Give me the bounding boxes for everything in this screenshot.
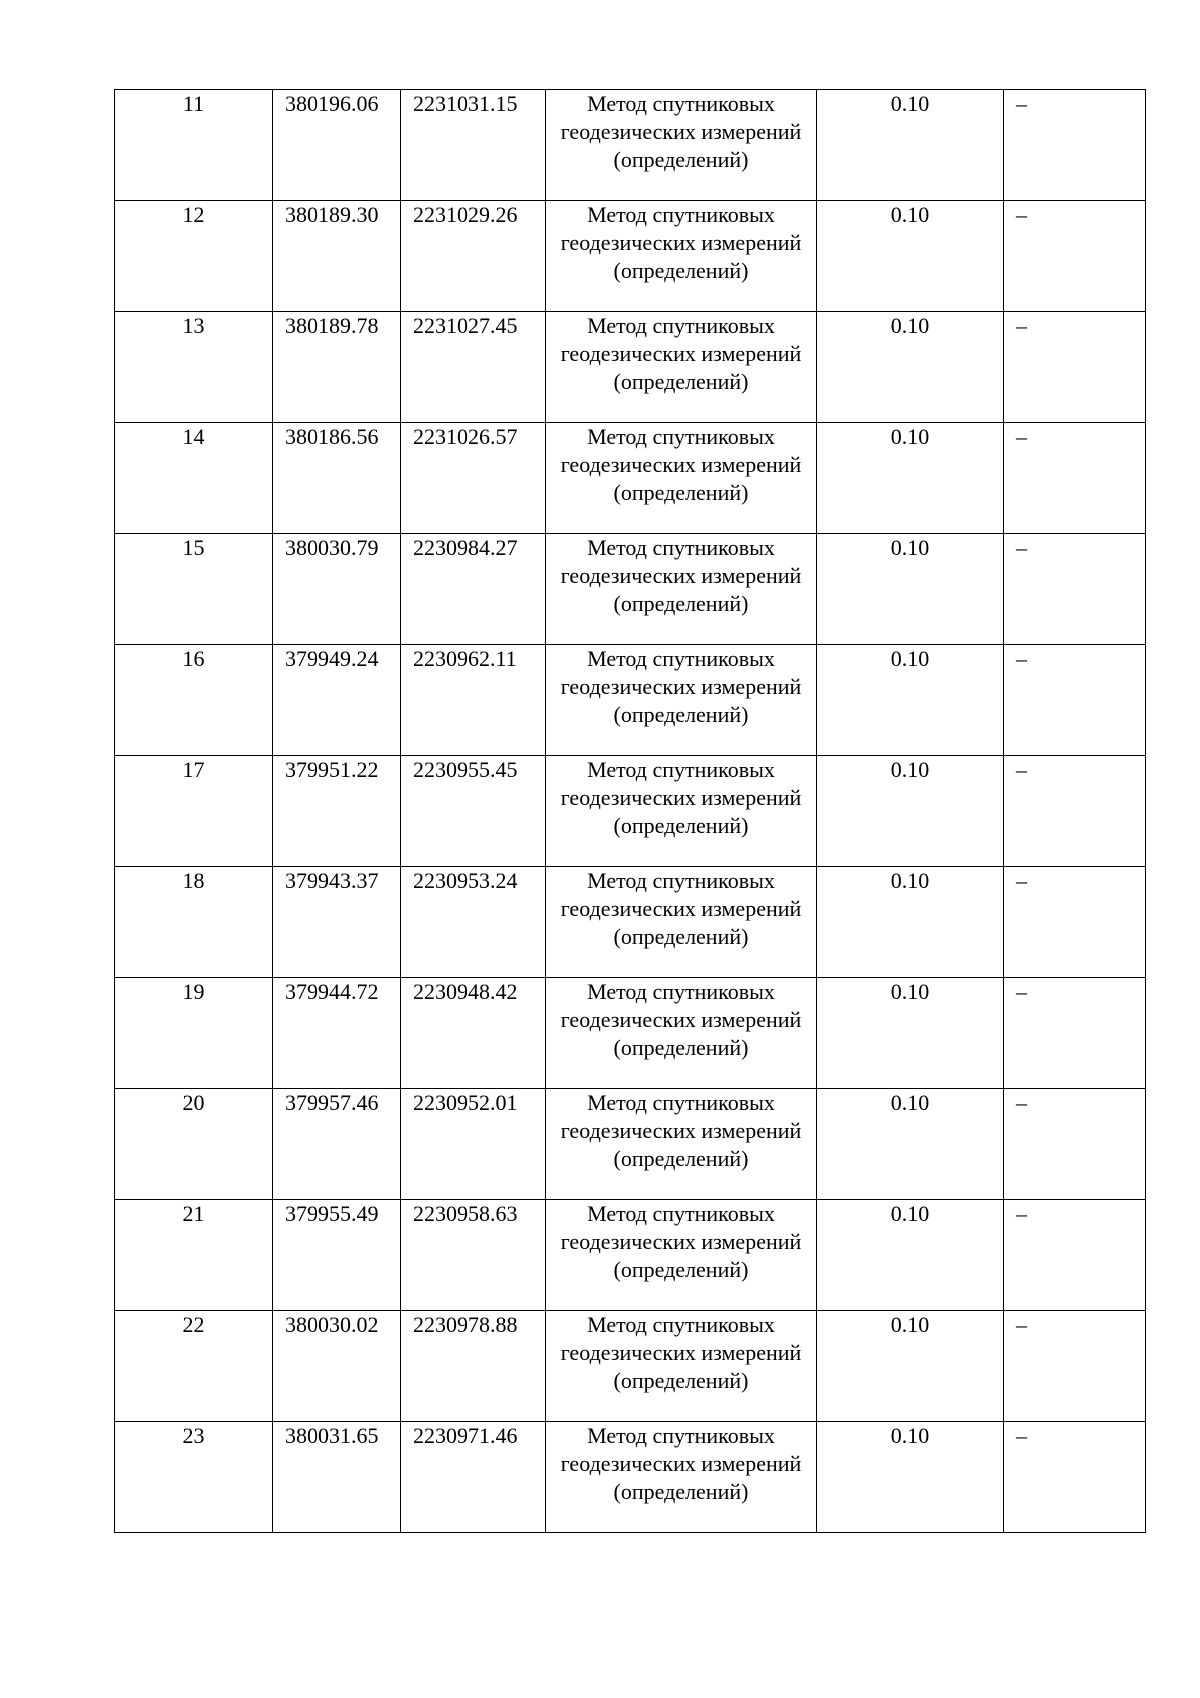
x-coordinate-cell: [273, 312, 401, 423]
accuracy-cell: [817, 978, 1004, 1089]
table-row: [115, 201, 1146, 312]
y-coordinate-cell: [401, 534, 546, 645]
accuracy-cell: [817, 201, 1004, 312]
x-coordinate-text: 379951.22: [285, 757, 379, 782]
table-body: [115, 90, 1146, 1533]
point-number-cell: [115, 423, 273, 534]
accuracy-text: 0.10: [890, 1090, 930, 1115]
x-coordinate-cell: [273, 1200, 401, 1311]
x-coordinate-cell: [273, 1311, 401, 1422]
x-coordinate-text: 379955.49: [285, 1201, 379, 1226]
method-text: Метод спутниковых геодезических измерений (определений): [560, 1423, 802, 1504]
accuracy-text: 0.10: [890, 1201, 930, 1226]
accuracy-text: 0.10: [890, 868, 930, 893]
method-cell: [546, 1311, 817, 1422]
accuracy-cell: [817, 867, 1004, 978]
accuracy-cell: [817, 1200, 1004, 1311]
description-text: –: [1016, 535, 1027, 560]
point-number-text: 11: [182, 91, 205, 116]
accuracy-text: 0.10: [890, 1312, 930, 1337]
y-coordinate-cell: [401, 312, 546, 423]
point-number-cell: [115, 201, 273, 312]
accuracy-text: 0.10: [890, 535, 930, 560]
y-coordinate-text: 2230948.42: [413, 979, 518, 1004]
description-cell: [1004, 201, 1146, 312]
x-coordinate-text: 379943.37: [285, 868, 379, 893]
y-coordinate-cell: [401, 423, 546, 534]
method-text: Метод спутниковых геодезических измерений (определений): [560, 202, 802, 283]
description-cell: [1004, 867, 1146, 978]
x-coordinate-cell: [273, 423, 401, 534]
method-cell: [546, 534, 817, 645]
accuracy-cell: [817, 312, 1004, 423]
method-cell: [546, 867, 817, 978]
x-coordinate-text: 379957.46: [285, 1090, 379, 1115]
description-text: –: [1016, 1090, 1027, 1115]
method-cell: [546, 90, 817, 201]
point-number-cell: [115, 1089, 273, 1200]
accuracy-text: 0.10: [890, 979, 930, 1004]
method-text: Метод спутниковых геодезических измерений (определений): [560, 313, 802, 394]
table-row: [115, 756, 1146, 867]
y-coordinate-cell: [401, 1089, 546, 1200]
table-row: [115, 90, 1146, 201]
y-coordinate-cell: [401, 867, 546, 978]
y-coordinate-cell: [401, 201, 546, 312]
description-text: –: [1016, 1201, 1027, 1226]
x-coordinate-text: 380186.56: [285, 424, 379, 449]
point-number-text: 15: [182, 535, 205, 560]
accuracy-cell: [817, 756, 1004, 867]
x-coordinate-text: 379944.72: [285, 979, 379, 1004]
accuracy-text: 0.10: [890, 646, 930, 671]
method-text: Метод спутниковых геодезических измерений (определений): [560, 1090, 802, 1171]
accuracy-cell: [817, 645, 1004, 756]
point-number-text: 19: [182, 979, 205, 1004]
accuracy-cell: [817, 90, 1004, 201]
description-cell: [1004, 312, 1146, 423]
method-text: Метод спутниковых геодезических измерений (определений): [560, 646, 802, 727]
description-text: –: [1016, 646, 1027, 671]
point-number-cell: [115, 645, 273, 756]
x-coordinate-cell: [273, 534, 401, 645]
x-coordinate-cell: [273, 1089, 401, 1200]
method-text: Метод спутниковых геодезических измерений (определений): [560, 1312, 802, 1393]
x-coordinate-text: 379949.24: [285, 646, 379, 671]
method-cell: [546, 1422, 817, 1533]
accuracy-cell: [817, 534, 1004, 645]
point-number-text: 17: [182, 757, 205, 782]
point-number-cell: [115, 1311, 273, 1422]
accuracy-text: 0.10: [890, 757, 930, 782]
method-text: Метод спутниковых геодезических измерений (определений): [560, 1201, 802, 1282]
accuracy-cell: [817, 423, 1004, 534]
description-text: –: [1016, 424, 1027, 449]
description-text: –: [1016, 979, 1027, 1004]
description-cell: [1004, 90, 1146, 201]
description-text: –: [1016, 1423, 1027, 1448]
table-row: [115, 423, 1146, 534]
method-cell: [546, 312, 817, 423]
x-coordinate-cell: [273, 201, 401, 312]
description-cell: [1004, 645, 1146, 756]
y-coordinate-text: 2231031.15: [413, 91, 518, 116]
x-coordinate-text: 380189.78: [285, 313, 379, 338]
accuracy-cell: [817, 1422, 1004, 1533]
point-number-text: 13: [182, 313, 205, 338]
description-text: –: [1016, 91, 1027, 116]
y-coordinate-text: 2230955.45: [413, 757, 518, 782]
table-row: [115, 1311, 1146, 1422]
method-text: Метод спутниковых геодезических измерений (определений): [560, 535, 802, 616]
method-text: Метод спутниковых геодезических измерений (определений): [560, 757, 802, 838]
coordinates-table: [114, 89, 1146, 1533]
point-number-cell: [115, 867, 273, 978]
x-coordinate-cell: [273, 756, 401, 867]
accuracy-text: 0.10: [890, 91, 930, 116]
description-cell: [1004, 1089, 1146, 1200]
y-coordinate-cell: [401, 756, 546, 867]
description-cell: [1004, 534, 1146, 645]
description-text: –: [1016, 757, 1027, 782]
x-coordinate-cell: [273, 90, 401, 201]
y-coordinate-text: 2231027.45: [413, 313, 518, 338]
method-text: Метод спутниковых геодезических измерений (определений): [560, 424, 802, 505]
point-number-text: 14: [182, 424, 205, 449]
y-coordinate-cell: [401, 90, 546, 201]
point-number-text: 20: [182, 1090, 205, 1115]
y-coordinate-cell: [401, 1422, 546, 1533]
accuracy-cell: [817, 1311, 1004, 1422]
description-cell: [1004, 756, 1146, 867]
table-row: [115, 534, 1146, 645]
point-number-text: 16: [182, 646, 205, 671]
point-number-cell: [115, 1422, 273, 1533]
table-row: [115, 1089, 1146, 1200]
y-coordinate-text: 2231029.26: [413, 202, 518, 227]
y-coordinate-text: 2230978.88: [413, 1312, 518, 1337]
y-coordinate-text: 2230958.63: [413, 1201, 518, 1226]
point-number-cell: [115, 534, 273, 645]
table-row: [115, 867, 1146, 978]
table-row: [115, 978, 1146, 1089]
method-text: Метод спутниковых геодезических измерений (определений): [560, 91, 802, 172]
y-coordinate-text: 2230953.24: [413, 868, 518, 893]
description-cell: [1004, 1422, 1146, 1533]
description-cell: [1004, 978, 1146, 1089]
accuracy-text: 0.10: [890, 1423, 930, 1448]
y-coordinate-text: 2231026.57: [413, 424, 518, 449]
point-number-text: 22: [182, 1312, 205, 1337]
table-row: [115, 645, 1146, 756]
y-coordinate-text: 2230952.01: [413, 1090, 518, 1115]
accuracy-text: 0.10: [890, 424, 930, 449]
method-cell: [546, 423, 817, 534]
description-cell: [1004, 1311, 1146, 1422]
description-cell: [1004, 423, 1146, 534]
accuracy-text: 0.10: [890, 202, 930, 227]
description-text: –: [1016, 1312, 1027, 1337]
x-coordinate-text: 380030.79: [285, 535, 379, 560]
point-number-text: 21: [182, 1201, 205, 1226]
y-coordinate-text: 2230962.11: [413, 646, 517, 671]
y-coordinate-text: 2230984.27: [413, 535, 518, 560]
method-text: Метод спутниковых геодезических измерений (определений): [560, 979, 802, 1060]
x-coordinate-text: 380189.30: [285, 202, 379, 227]
method-cell: [546, 201, 817, 312]
description-text: –: [1016, 313, 1027, 338]
x-coordinate-text: 380030.02: [285, 1312, 379, 1337]
point-number-text: 18: [182, 868, 205, 893]
x-coordinate-cell: [273, 1422, 401, 1533]
point-number-cell: [115, 90, 273, 201]
y-coordinate-text: 2230971.46: [413, 1423, 518, 1448]
accuracy-text: 0.10: [890, 313, 930, 338]
table-row: [115, 1422, 1146, 1533]
method-text: Метод спутниковых геодезических измерений (определений): [560, 868, 802, 949]
method-cell: [546, 756, 817, 867]
point-number-text: 12: [182, 202, 205, 227]
point-number-cell: [115, 312, 273, 423]
description-text: –: [1016, 868, 1027, 893]
point-number-text: 23: [182, 1423, 205, 1448]
x-coordinate-text: 380031.65: [285, 1423, 379, 1448]
x-coordinate-cell: [273, 867, 401, 978]
x-coordinate-cell: [273, 978, 401, 1089]
method-cell: [546, 645, 817, 756]
x-coordinate-cell: [273, 645, 401, 756]
y-coordinate-cell: [401, 978, 546, 1089]
method-cell: [546, 1089, 817, 1200]
table-row: [115, 1200, 1146, 1311]
description-text: –: [1016, 202, 1027, 227]
method-cell: [546, 978, 817, 1089]
table-row: [115, 312, 1146, 423]
point-number-cell: [115, 978, 273, 1089]
y-coordinate-cell: [401, 1200, 546, 1311]
point-number-cell: [115, 1200, 273, 1311]
x-coordinate-text: 380196.06: [285, 91, 379, 116]
accuracy-cell: [817, 1089, 1004, 1200]
method-cell: [546, 1200, 817, 1311]
point-number-cell: [115, 756, 273, 867]
y-coordinate-cell: [401, 645, 546, 756]
description-cell: [1004, 1200, 1146, 1311]
y-coordinate-cell: [401, 1311, 546, 1422]
